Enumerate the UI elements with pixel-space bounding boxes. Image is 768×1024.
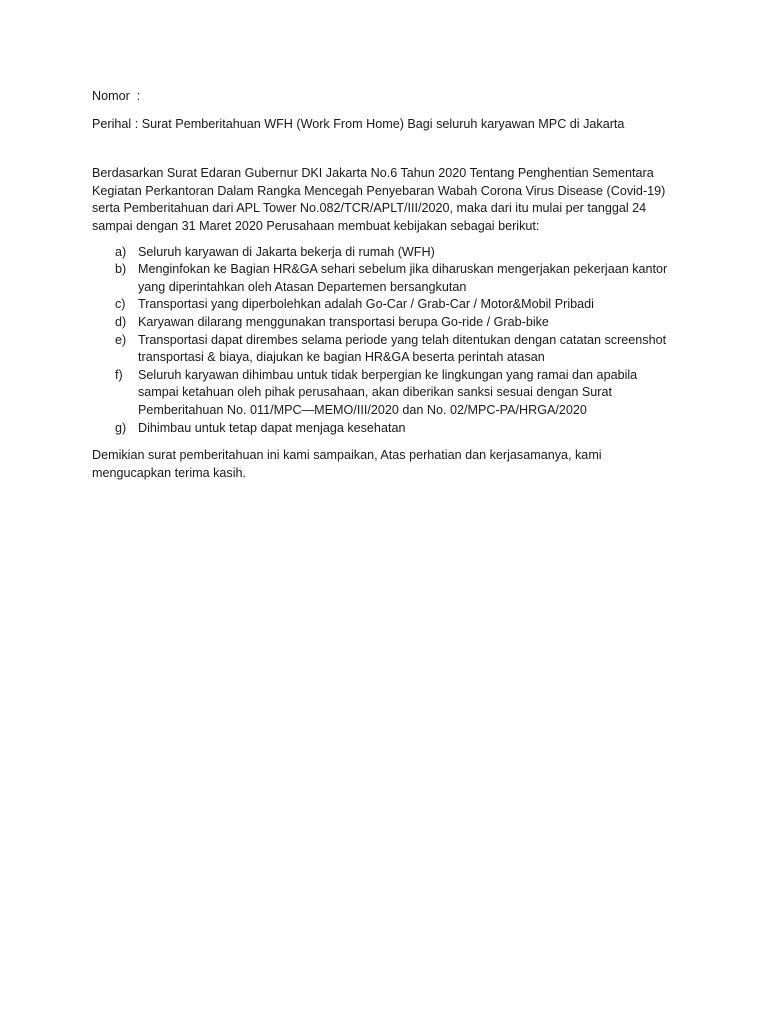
list-item-text: Dihimbau untuk tetap dapat menjaga kesehatan (138, 420, 406, 435)
nomor-label: Nomor : (92, 89, 141, 103)
list-marker: d) (115, 314, 127, 329)
list-marker: e) (115, 332, 127, 347)
list-item-text: Transportasi yang diperbolehkan adalah Go-Car / Grab-Car / Motor&Mobil Pribadi (138, 297, 594, 312)
list-item-text: Seluruh karyawan dihimbau untuk tidak berpergian ke lingkungan yang ramai dan apabila sampai ketahuan oleh pihak perusahaan, akan diberikan sanksi sesuai dengan Surat Pemberitahuan No. 011/MPC—MEMO/III/2020 dan No. 02/MPC-PA/HRGA/2020 (138, 367, 638, 417)
list-item (92, 296, 676, 314)
letter-body (92, 88, 676, 482)
list-item-text: Karyawan dilarang menggunakan transportasi berupa Go-ride / Grab-bike (138, 314, 549, 329)
list-item (92, 314, 676, 332)
policy-list (92, 244, 676, 438)
list-item (92, 367, 676, 420)
list-item-text: Transportasi dapat dirembes selama periode yang telah ditentukan dengan catatan screenshot transportasi & biaya, diajukan ke bagian HR&GA beserta perintah atasan (138, 332, 667, 365)
perihal-text: : Surat Pemberitahuan WFH (Work From Home) Bagi seluruh karyawan MPC di Jakarta (131, 116, 625, 131)
list-marker: f) (115, 367, 123, 382)
perihal-line (92, 116, 676, 134)
closing-paragraph: Demikian surat pemberitahuan ini kami sampaikan, Atas perhatian dan kerjasamanya, kami mengucapkan terima kasih. (92, 448, 602, 480)
spacer (92, 133, 676, 165)
list-item-text: Menginfokan ke Bagian HR&GA sehari sebelum jika diharuskan mengerjakan pekerjaan kantor yang diperintahkan oleh Atasan Departemen bersangkutan (138, 262, 668, 294)
list-item (92, 244, 676, 262)
perihal-label: Perihal (92, 116, 132, 131)
nomor-line (92, 88, 676, 106)
list-marker: c) (115, 297, 126, 312)
list-marker: g) (115, 420, 127, 435)
list-item (92, 420, 676, 438)
spacer (92, 106, 676, 116)
list-marker: b) (115, 262, 127, 277)
intro-paragraph: Berdasarkan Surat Edaran Gubernur DKI Jakarta No.6 Tahun 2020 Tentang Penghentian Sementara Kegiatan Perkantoran Dalam Rangka Mencegah Penyebaran Wabah Corona Virus Disease (Covid-19) serta Pemberitahuan dari APL Tower No.082/TCR/APLT/III/2020, maka dari itu mulai per tanggal 24 sampai dengan 31 Maret 2020 Perusahaan membuat kebijakan sebagai berikut: (92, 166, 666, 233)
list-item-text: Seluruh karyawan di Jakarta bekerja di rumah (WFH) (138, 244, 435, 259)
list-item (92, 332, 676, 367)
list-marker: a) (115, 244, 127, 259)
list-item (92, 261, 676, 296)
